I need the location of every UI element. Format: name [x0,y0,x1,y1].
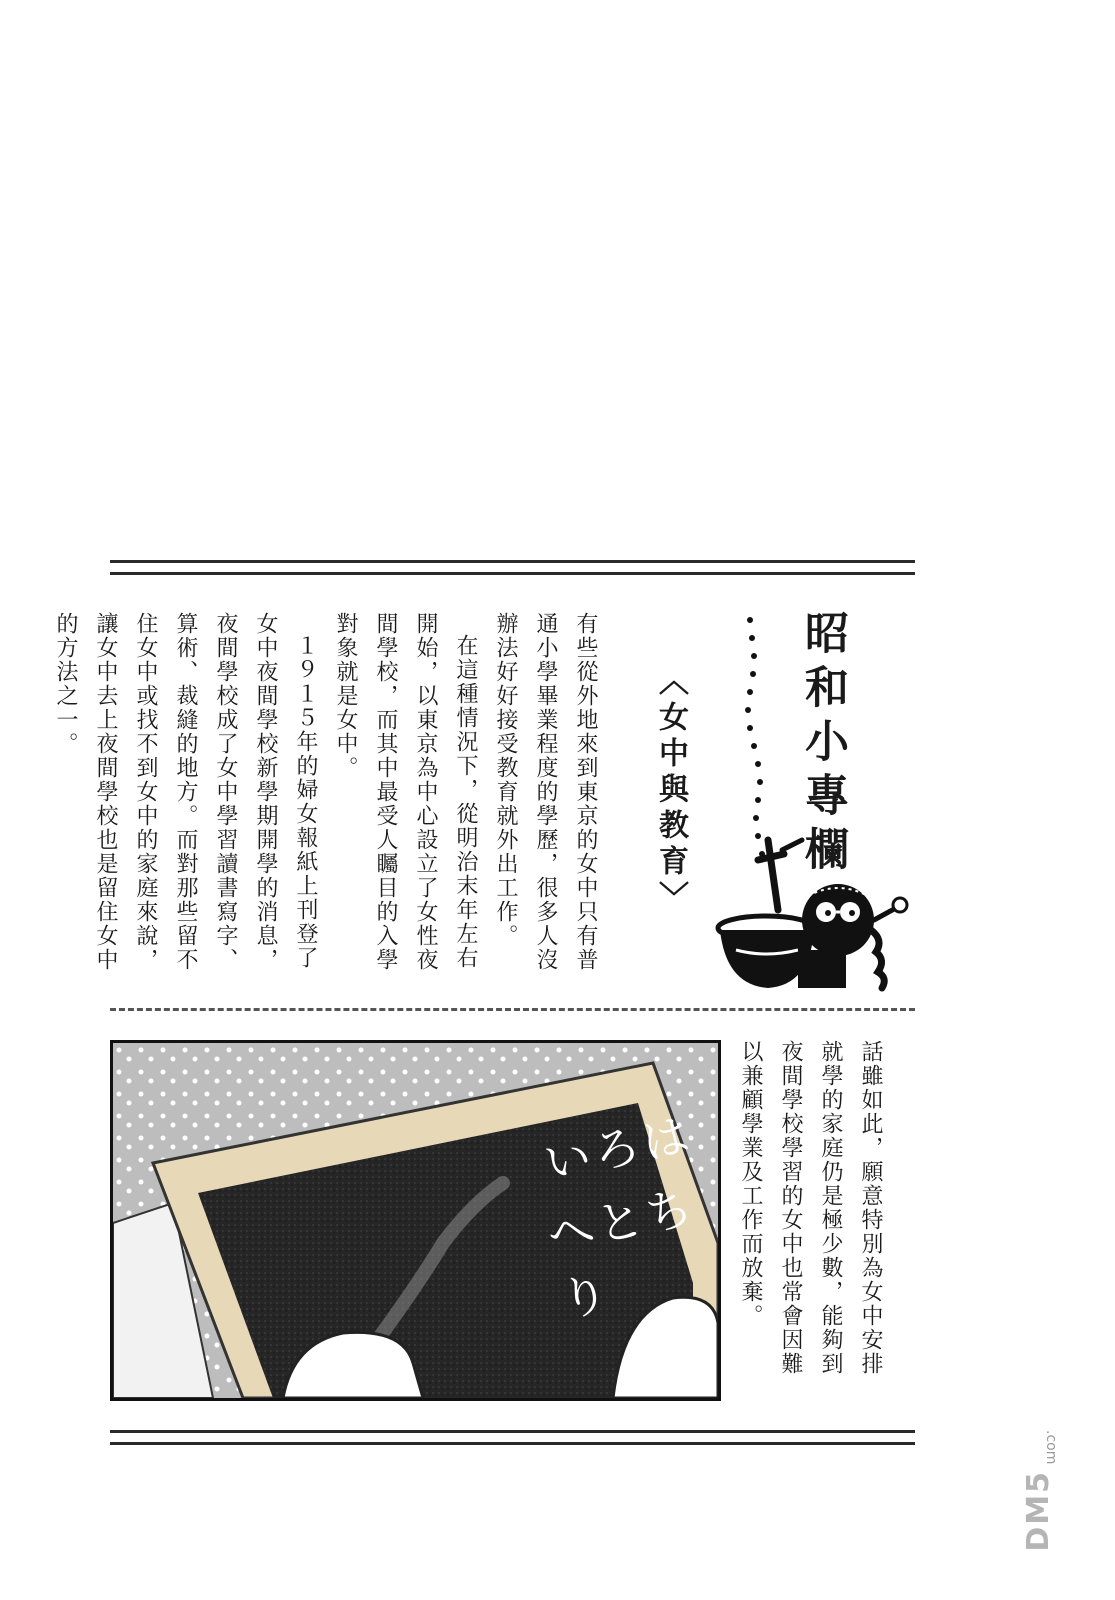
column-continuation [730,1040,890,1390]
top-double-rule [110,560,915,575]
slate-text-line-2: へとちり [542,1179,701,1328]
column-body [45,612,605,974]
continuation-paragraph: 話雖如此，願意特別為女中安排就學的家庭仍是極少數，能夠到夜間學校學習的女中也常會因難以兼顧學業及工作而放棄。 [738,1040,883,1376]
body-paragraph-1: 有些從外地來到東京的女中只有普通小學畢業程度的學歷，很多人沒辦法好好接受教育就外出工作。 [493,612,598,972]
mascot-illustration [706,800,916,1000]
column-title: 昭和小專欄 [797,610,848,880]
watermark-brand: DM5 [1021,1470,1056,1552]
section-divider [110,1008,915,1011]
site-watermark [1015,1430,1075,1560]
bottom-double-rule [110,1430,915,1445]
manga-panel [110,1040,721,1401]
body-paragraph-3: １９１５年的婦女報紙上刊登了女中夜間學校新學期開學的消息，夜間學校成了女中學習讀書寫字、算術、裁縫的地方。而對那些留不住女中或找不到女中的家庭來說，讓女中去上夜間學校也是留住女中的方法之一。 [53,612,318,972]
column-subtitle: 〈女中與教育〉 [653,665,688,917]
watermark-domain: .com [1043,1430,1059,1465]
slate-text-line-1: いろは [539,1106,698,1191]
body-paragraph-2: 在這種情況下，從明治末年左右開始，以東京為中心設立了女性夜間學校，而其中最受人矚目的入學對象就是女中。 [333,612,478,972]
